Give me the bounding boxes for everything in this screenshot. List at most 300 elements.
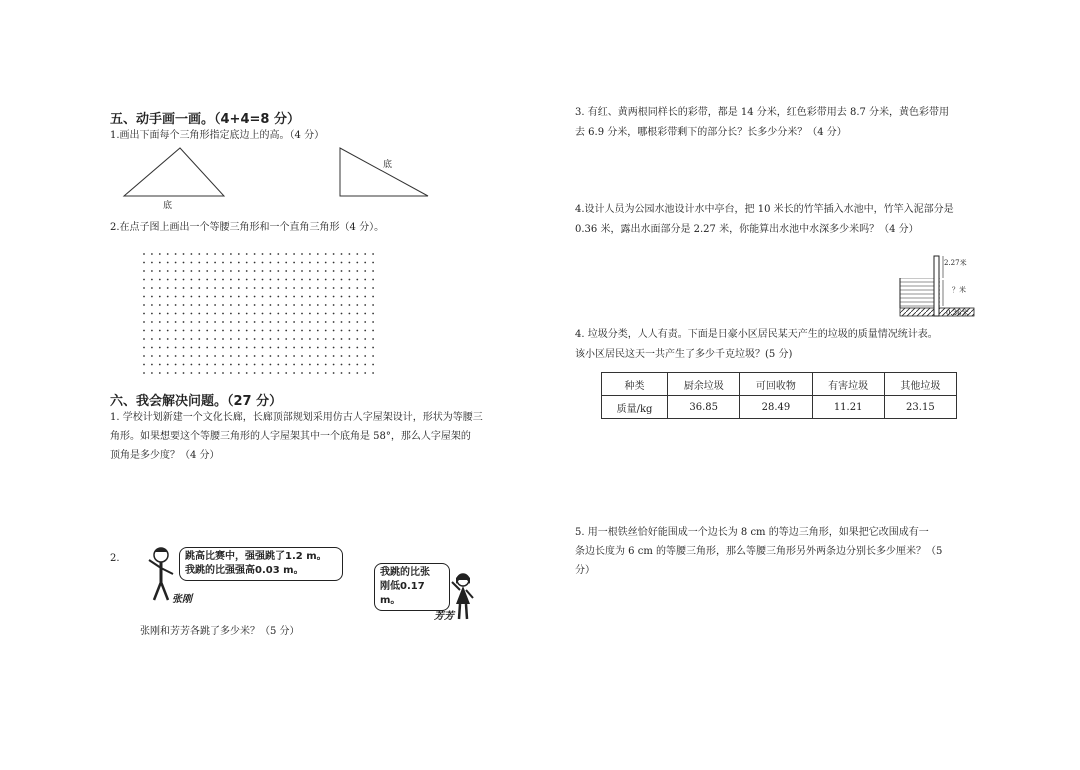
grid-dot[interactable] (222, 372, 224, 374)
grid-dot[interactable] (277, 355, 279, 357)
grid-dot[interactable] (277, 313, 279, 315)
grid-dot[interactable] (206, 253, 208, 255)
grid-dot[interactable] (262, 347, 264, 349)
grid-dot[interactable] (230, 347, 232, 349)
grid-dot[interactable] (372, 279, 374, 281)
grid-dot[interactable] (214, 372, 216, 374)
grid-dot[interactable] (293, 355, 295, 357)
grid-dot[interactable] (238, 287, 240, 289)
grid-dot[interactable] (167, 364, 169, 366)
grid-dot[interactable] (246, 355, 248, 357)
grid-dot[interactable] (254, 304, 256, 306)
grid-dot[interactable] (238, 355, 240, 357)
grid-dot[interactable] (356, 330, 358, 332)
grid-dot[interactable] (222, 338, 224, 340)
grid-dot[interactable] (309, 355, 311, 357)
grid-dot[interactable] (364, 372, 366, 374)
grid-dot[interactable] (198, 270, 200, 272)
grid-dot[interactable] (246, 279, 248, 281)
grid-dot[interactable] (293, 287, 295, 289)
grid-dot[interactable] (349, 364, 351, 366)
grid-dot[interactable] (191, 338, 193, 340)
grid-dot[interactable] (151, 313, 153, 315)
grid-dot[interactable] (270, 279, 272, 281)
grid-dot[interactable] (270, 287, 272, 289)
grid-dot[interactable] (309, 279, 311, 281)
grid-dot[interactable] (230, 313, 232, 315)
grid-dot[interactable] (341, 338, 343, 340)
grid-dot[interactable] (270, 262, 272, 264)
grid-dot[interactable] (198, 262, 200, 264)
grid-dot[interactable] (214, 364, 216, 366)
grid-dot[interactable] (325, 287, 327, 289)
grid-dot[interactable] (341, 355, 343, 357)
grid-dot[interactable] (143, 330, 145, 332)
grid-dot[interactable] (214, 287, 216, 289)
grid-dot[interactable] (183, 330, 185, 332)
grid-dot[interactable] (214, 330, 216, 332)
grid-dot[interactable] (309, 321, 311, 323)
grid-dot[interactable] (246, 364, 248, 366)
grid-dot[interactable] (238, 313, 240, 315)
grid-dot[interactable] (270, 355, 272, 357)
grid-dot[interactable] (175, 296, 177, 298)
grid-dot[interactable] (301, 253, 303, 255)
grid-dot[interactable] (341, 330, 343, 332)
grid-dot[interactable] (183, 347, 185, 349)
grid-dot[interactable] (270, 270, 272, 272)
grid-dot[interactable] (349, 296, 351, 298)
grid-dot[interactable] (230, 279, 232, 281)
grid-dot[interactable] (333, 364, 335, 366)
grid-dot[interactable] (214, 321, 216, 323)
grid-dot[interactable] (175, 338, 177, 340)
grid-dot[interactable] (191, 253, 193, 255)
grid-dot[interactable] (143, 364, 145, 366)
grid-dot[interactable] (175, 313, 177, 315)
grid-dot[interactable] (309, 304, 311, 306)
grid-dot[interactable] (214, 270, 216, 272)
grid-dot[interactable] (341, 347, 343, 349)
grid-dot[interactable] (285, 262, 287, 264)
grid-dot[interactable] (167, 253, 169, 255)
grid-dot[interactable] (222, 279, 224, 281)
grid-dot[interactable] (317, 364, 319, 366)
grid-dot[interactable] (270, 338, 272, 340)
grid-dot[interactable] (143, 321, 145, 323)
grid-dot[interactable] (372, 338, 374, 340)
grid-dot[interactable] (285, 364, 287, 366)
grid-dot[interactable] (175, 355, 177, 357)
grid-dot[interactable] (333, 262, 335, 264)
grid-dot[interactable] (191, 330, 193, 332)
grid-dot[interactable] (262, 304, 264, 306)
grid-dot[interactable] (159, 355, 161, 357)
grid-dot[interactable] (293, 313, 295, 315)
grid-dot[interactable] (317, 372, 319, 374)
grid-dot[interactable] (325, 347, 327, 349)
grid-dot[interactable] (325, 364, 327, 366)
grid-dot[interactable] (183, 372, 185, 374)
grid-dot[interactable] (270, 253, 272, 255)
grid-dot[interactable] (270, 372, 272, 374)
grid-dot[interactable] (285, 330, 287, 332)
grid-dot[interactable] (356, 287, 358, 289)
grid-dot[interactable] (230, 270, 232, 272)
grid-dot[interactable] (317, 287, 319, 289)
grid-dot[interactable] (143, 347, 145, 349)
grid-dot[interactable] (151, 296, 153, 298)
grid-dot[interactable] (151, 304, 153, 306)
grid-dot[interactable] (301, 313, 303, 315)
grid-dot[interactable] (222, 330, 224, 332)
grid-dot[interactable] (325, 279, 327, 281)
grid-dot[interactable] (309, 253, 311, 255)
grid-dot[interactable] (246, 338, 248, 340)
grid-dot[interactable] (159, 304, 161, 306)
grid-dot[interactable] (198, 347, 200, 349)
grid-dot[interactable] (230, 355, 232, 357)
grid-dot[interactable] (333, 355, 335, 357)
grid-dot[interactable] (293, 304, 295, 306)
grid-dot[interactable] (206, 372, 208, 374)
grid-dot[interactable] (167, 262, 169, 264)
grid-dot[interactable] (341, 364, 343, 366)
grid-dot[interactable] (262, 372, 264, 374)
grid-dot[interactable] (151, 330, 153, 332)
grid-dot[interactable] (143, 313, 145, 315)
grid-dot[interactable] (285, 304, 287, 306)
grid-dot[interactable] (238, 296, 240, 298)
grid-dot[interactable] (191, 296, 193, 298)
grid-dot[interactable] (309, 296, 311, 298)
grid-dot[interactable] (206, 347, 208, 349)
grid-dot[interactable] (167, 313, 169, 315)
grid-dot[interactable] (143, 279, 145, 281)
grid-dot[interactable] (159, 372, 161, 374)
grid-dot[interactable] (356, 270, 358, 272)
grid-dot[interactable] (356, 338, 358, 340)
grid-dot[interactable] (364, 338, 366, 340)
grid-dot[interactable] (333, 270, 335, 272)
grid-dot[interactable] (238, 338, 240, 340)
grid-dot[interactable] (167, 321, 169, 323)
grid-dot[interactable] (333, 296, 335, 298)
grid-dot[interactable] (317, 279, 319, 281)
grid-dot[interactable] (349, 313, 351, 315)
grid-dot[interactable] (293, 347, 295, 349)
grid-dot[interactable] (159, 364, 161, 366)
grid-dot[interactable] (317, 270, 319, 272)
grid-dot[interactable] (364, 279, 366, 281)
grid-dot[interactable] (372, 355, 374, 357)
grid-dot[interactable] (301, 372, 303, 374)
grid-dot[interactable] (246, 253, 248, 255)
grid-dot[interactable] (317, 347, 319, 349)
grid-dot[interactable] (254, 347, 256, 349)
grid-dot[interactable] (191, 364, 193, 366)
grid-dot[interactable] (254, 279, 256, 281)
grid-dot[interactable] (206, 270, 208, 272)
grid-dot[interactable] (349, 279, 351, 281)
grid-dot[interactable] (198, 313, 200, 315)
grid-dot[interactable] (183, 296, 185, 298)
grid-dot[interactable] (246, 296, 248, 298)
grid-dot[interactable] (167, 347, 169, 349)
grid-dot[interactable] (333, 287, 335, 289)
grid-dot[interactable] (341, 287, 343, 289)
grid-dot[interactable] (277, 304, 279, 306)
grid-dot[interactable] (270, 364, 272, 366)
grid-dot[interactable] (325, 253, 327, 255)
grid-dot[interactable] (222, 270, 224, 272)
grid-dot[interactable] (198, 321, 200, 323)
grid-dot[interactable] (222, 253, 224, 255)
grid-dot[interactable] (277, 287, 279, 289)
grid-dot[interactable] (206, 330, 208, 332)
grid-dot[interactable] (206, 287, 208, 289)
grid-dot[interactable] (167, 279, 169, 281)
grid-dot[interactable] (301, 296, 303, 298)
grid-dot[interactable] (230, 262, 232, 264)
grid-dot[interactable] (246, 372, 248, 374)
grid-dot[interactable] (230, 253, 232, 255)
grid-dot[interactable] (325, 304, 327, 306)
grid-dot[interactable] (262, 287, 264, 289)
grid-dot[interactable] (246, 262, 248, 264)
grid-dot[interactable] (349, 355, 351, 357)
grid-dot[interactable] (309, 364, 311, 366)
grid-dot[interactable] (333, 338, 335, 340)
grid-dot[interactable] (167, 372, 169, 374)
grid-dot[interactable] (364, 313, 366, 315)
grid-dot[interactable] (254, 296, 256, 298)
grid-dot[interactable] (270, 330, 272, 332)
grid-dot[interactable] (293, 364, 295, 366)
grid-dot[interactable] (143, 262, 145, 264)
grid-dot[interactable] (285, 279, 287, 281)
grid-dot[interactable] (364, 347, 366, 349)
grid-dot[interactable] (175, 304, 177, 306)
grid-dot[interactable] (254, 270, 256, 272)
grid-dot[interactable] (230, 330, 232, 332)
grid-dot[interactable] (309, 330, 311, 332)
grid-dot[interactable] (372, 313, 374, 315)
grid-dot[interactable] (191, 279, 193, 281)
grid-dot[interactable] (206, 355, 208, 357)
grid-dot[interactable] (285, 338, 287, 340)
grid-dot[interactable] (349, 347, 351, 349)
grid-dot[interactable] (191, 304, 193, 306)
grid-dot[interactable] (222, 321, 224, 323)
grid-dot[interactable] (183, 262, 185, 264)
grid-dot[interactable] (293, 253, 295, 255)
grid-dot[interactable] (325, 372, 327, 374)
grid-dot[interactable] (270, 313, 272, 315)
grid-dot[interactable] (222, 262, 224, 264)
grid-dot[interactable] (364, 304, 366, 306)
grid-dot[interactable] (301, 321, 303, 323)
grid-dot[interactable] (254, 262, 256, 264)
grid-dot[interactable] (317, 262, 319, 264)
grid-dot[interactable] (277, 270, 279, 272)
grid-dot[interactable] (262, 355, 264, 357)
grid-dot[interactable] (372, 296, 374, 298)
grid-dot[interactable] (293, 321, 295, 323)
grid-dot[interactable] (356, 321, 358, 323)
grid-dot[interactable] (143, 287, 145, 289)
grid-dot[interactable] (349, 262, 351, 264)
grid-dot[interactable] (356, 372, 358, 374)
grid-dot[interactable] (214, 304, 216, 306)
grid-dot[interactable] (293, 338, 295, 340)
grid-dot[interactable] (301, 279, 303, 281)
grid-dot[interactable] (356, 253, 358, 255)
grid-dot[interactable] (301, 338, 303, 340)
grid-dot[interactable] (151, 355, 153, 357)
grid-dot[interactable] (254, 338, 256, 340)
grid-dot[interactable] (349, 253, 351, 255)
grid-dot[interactable] (277, 372, 279, 374)
grid-dot[interactable] (198, 279, 200, 281)
grid-dot[interactable] (159, 253, 161, 255)
grid-dot[interactable] (246, 304, 248, 306)
grid-dot[interactable] (356, 364, 358, 366)
grid-dot[interactable] (301, 347, 303, 349)
grid-dot[interactable] (262, 262, 264, 264)
grid-dot[interactable] (214, 313, 216, 315)
grid-dot[interactable] (301, 330, 303, 332)
grid-dot[interactable] (151, 262, 153, 264)
grid-dot[interactable] (341, 313, 343, 315)
grid-dot[interactable] (301, 304, 303, 306)
grid-dot[interactable] (356, 347, 358, 349)
grid-dot[interactable] (238, 347, 240, 349)
grid-dot[interactable] (309, 313, 311, 315)
grid-dot[interactable] (356, 313, 358, 315)
grid-dot[interactable] (143, 338, 145, 340)
grid-dot[interactable] (230, 364, 232, 366)
grid-dot[interactable] (254, 364, 256, 366)
grid-dot[interactable] (238, 372, 240, 374)
grid-dot[interactable] (372, 347, 374, 349)
grid-dot[interactable] (246, 270, 248, 272)
grid-dot[interactable] (198, 253, 200, 255)
grid-dot[interactable] (293, 270, 295, 272)
grid-dot[interactable] (262, 253, 264, 255)
grid-dot[interactable] (364, 287, 366, 289)
grid-dot[interactable] (309, 270, 311, 272)
grid-dot[interactable] (191, 372, 193, 374)
grid-dot[interactable] (214, 347, 216, 349)
grid-dot[interactable] (372, 364, 374, 366)
grid-dot[interactable] (277, 330, 279, 332)
grid-dot[interactable] (206, 321, 208, 323)
grid-dot[interactable] (214, 279, 216, 281)
grid-dot[interactable] (198, 287, 200, 289)
grid-dot[interactable] (285, 347, 287, 349)
grid-dot[interactable] (349, 270, 351, 272)
grid-dot[interactable] (175, 372, 177, 374)
grid-dot[interactable] (270, 321, 272, 323)
grid-dot[interactable] (333, 330, 335, 332)
grid-dot[interactable] (246, 313, 248, 315)
grid-dot[interactable] (246, 347, 248, 349)
grid-dot[interactable] (198, 372, 200, 374)
grid-dot[interactable] (254, 253, 256, 255)
grid-dot[interactable] (191, 355, 193, 357)
grid-dot[interactable] (309, 372, 311, 374)
dot-grid[interactable] (140, 250, 380, 380)
grid-dot[interactable] (293, 279, 295, 281)
grid-dot[interactable] (356, 296, 358, 298)
grid-dot[interactable] (349, 372, 351, 374)
grid-dot[interactable] (151, 364, 153, 366)
grid-dot[interactable] (262, 330, 264, 332)
grid-dot[interactable] (183, 338, 185, 340)
grid-dot[interactable] (333, 347, 335, 349)
grid-dot[interactable] (222, 304, 224, 306)
grid-dot[interactable] (277, 253, 279, 255)
grid-dot[interactable] (341, 279, 343, 281)
grid-dot[interactable] (262, 270, 264, 272)
grid-dot[interactable] (222, 364, 224, 366)
grid-dot[interactable] (198, 355, 200, 357)
grid-dot[interactable] (364, 355, 366, 357)
grid-dot[interactable] (277, 347, 279, 349)
grid-dot[interactable] (167, 296, 169, 298)
grid-dot[interactable] (333, 313, 335, 315)
grid-dot[interactable] (198, 304, 200, 306)
grid-dot[interactable] (238, 304, 240, 306)
grid-dot[interactable] (246, 321, 248, 323)
grid-dot[interactable] (151, 372, 153, 374)
grid-dot[interactable] (364, 330, 366, 332)
grid-dot[interactable] (254, 355, 256, 357)
grid-dot[interactable] (309, 338, 311, 340)
grid-dot[interactable] (285, 296, 287, 298)
grid-dot[interactable] (230, 287, 232, 289)
grid-dot[interactable] (254, 330, 256, 332)
grid-dot[interactable] (230, 296, 232, 298)
grid-dot[interactable] (317, 296, 319, 298)
grid-dot[interactable] (270, 296, 272, 298)
grid-dot[interactable] (191, 347, 193, 349)
grid-dot[interactable] (262, 338, 264, 340)
grid-dot[interactable] (198, 338, 200, 340)
grid-dot[interactable] (341, 270, 343, 272)
grid-dot[interactable] (175, 253, 177, 255)
grid-dot[interactable] (356, 262, 358, 264)
grid-dot[interactable] (333, 253, 335, 255)
grid-dot[interactable] (277, 262, 279, 264)
grid-dot[interactable] (317, 253, 319, 255)
grid-dot[interactable] (372, 270, 374, 272)
grid-dot[interactable] (277, 296, 279, 298)
grid-dot[interactable] (285, 355, 287, 357)
grid-dot[interactable] (309, 347, 311, 349)
grid-dot[interactable] (191, 270, 193, 272)
grid-dot[interactable] (167, 355, 169, 357)
grid-dot[interactable] (364, 262, 366, 264)
grid-dot[interactable] (159, 287, 161, 289)
grid-dot[interactable] (183, 279, 185, 281)
grid-dot[interactable] (222, 347, 224, 349)
grid-dot[interactable] (262, 296, 264, 298)
grid-dot[interactable] (325, 321, 327, 323)
grid-dot[interactable] (206, 296, 208, 298)
grid-dot[interactable] (277, 364, 279, 366)
